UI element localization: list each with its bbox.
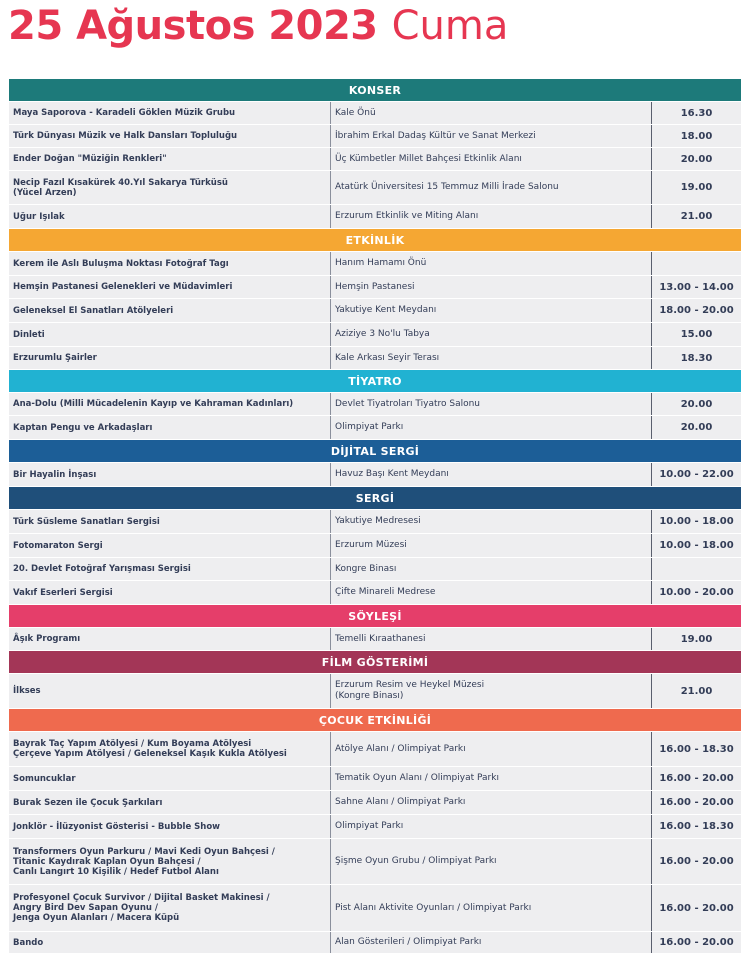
event-time: 13.00 - 14.00 (652, 276, 742, 299)
category-title: ETKİNLİK (9, 229, 742, 252)
event-venue: Çifte Minareli Medrese (331, 581, 652, 605)
event-time: 15.00 (652, 323, 742, 347)
category-title: TİYATRO (9, 370, 742, 393)
event-venue: Aziziye 3 No'lu Tabya (331, 323, 652, 347)
event-row (9, 347, 742, 370)
event-time: 16.00 - 20.00 (652, 839, 742, 885)
event-row (9, 791, 742, 815)
event-name: Türk Dünyası Müzik ve Halk Dansları Topluluğu (9, 125, 331, 148)
event-row (9, 628, 742, 651)
event-row (9, 815, 742, 839)
event-venue: Yakutiye Kent Meydanı (331, 299, 652, 323)
event-time (652, 558, 742, 581)
event-name: Hemşin Pastanesi Gelenekleri ve Müdavimleri (9, 276, 331, 299)
category-title: DİJİTAL SERGİ (9, 440, 742, 463)
event-venue: Pist Alanı Aktivite Oyunları / Olimpiyat Parkı (331, 885, 652, 932)
event-name: Burak Sezen ile Çocuk Şarkıları (9, 791, 331, 815)
event-venue: Olimpiyat Parkı (331, 416, 652, 440)
event-time: 19.00 (652, 628, 742, 651)
event-venue: Alan Gösterileri / Olimpiyat Parkı (331, 932, 652, 954)
event-venue: Kale Arkası Seyir Terası (331, 347, 652, 370)
event-row (9, 558, 742, 581)
event-name: Maya Saporova - Karadeli Göklen Müzik Grubu (9, 102, 331, 125)
event-row (9, 463, 742, 487)
event-name: Bando (9, 932, 331, 954)
event-venue: Yakutiye Medresesi (331, 510, 652, 534)
event-row (9, 885, 742, 932)
event-time: 20.00 (652, 393, 742, 416)
event-row (9, 581, 742, 605)
category-title: ÇOCUK ETKİNLİĞİ (9, 709, 742, 732)
event-time: 18.30 (652, 347, 742, 370)
event-row (9, 393, 742, 416)
event-venue: Tematik Oyun Alanı / Olimpiyat Parkı (331, 767, 652, 791)
event-venue: Temelli Kıraathanesi (331, 628, 652, 651)
event-row (9, 252, 742, 276)
event-row (9, 323, 742, 347)
event-row (9, 148, 742, 171)
category-title: FİLM GÖSTERİMİ (9, 651, 742, 674)
event-venue: Üç Kümbetler Millet Bahçesi Etkinlik Alanı (331, 148, 652, 171)
event-row (9, 416, 742, 440)
event-time: 20.00 (652, 148, 742, 171)
event-venue: Sahne Alanı / Olimpiyat Parkı (331, 791, 652, 815)
event-name: Türk Süsleme Sanatları Sergisi (9, 510, 331, 534)
event-time: 16.00 - 20.00 (652, 932, 742, 954)
event-time: 16.00 - 20.00 (652, 791, 742, 815)
event-venue: Kale Önü (331, 102, 652, 125)
event-name: Kerem ile Aslı Buluşma Noktası Fotoğraf Tagı (9, 252, 331, 276)
event-row (9, 510, 742, 534)
event-time: 18.00 (652, 125, 742, 148)
event-venue: İbrahim Erkal Dadaş Kültür ve Sanat Merkezi (331, 125, 652, 148)
event-name: Erzurumlu Şairler (9, 347, 331, 370)
event-time: 16.00 - 18.30 (652, 815, 742, 839)
event-time: 10.00 - 22.00 (652, 463, 742, 487)
category-header-sergi (9, 487, 742, 510)
event-time (652, 252, 742, 276)
event-venue: Erzurum Resim ve Heykel Müzesi (Kongre Binası) (331, 674, 652, 709)
title-day: Cuma (391, 3, 509, 49)
event-time: 10.00 - 18.00 (652, 510, 742, 534)
event-name: Transformers Oyun Parkuru / Mavi Kedi Oyun Bahçesi / Titanic Kaydırak Kaplan Oyun Bahçesi / Canlı Langırt 10 Kişilik / Hedef Futbol Alanı (9, 839, 331, 885)
page-title (8, 2, 508, 50)
event-venue: Olimpiyat Parkı (331, 815, 652, 839)
category-header-etkinlik (9, 229, 742, 252)
event-venue: Kongre Binası (331, 558, 652, 581)
event-time: 10.00 - 18.00 (652, 534, 742, 558)
event-row (9, 171, 742, 205)
event-name: Jonklör - İlüzyonist Gösterisi - Bubble Show (9, 815, 331, 839)
category-header-tiyatro (9, 370, 742, 393)
category-title: SÖYLEŞİ (9, 605, 742, 628)
event-row (9, 102, 742, 125)
event-row (9, 299, 742, 323)
event-name: Profesyonel Çocuk Survivor / Dijital Basket Makinesi / Angry Bird Dev Sapan Oyunu / Jenga Oyun Alanları / Macera Küpü (9, 885, 331, 932)
category-header-konser (9, 79, 742, 102)
event-name: Ana-Dolu (Milli Mücadelenin Kayıp ve Kahraman Kadınları) (9, 393, 331, 416)
event-venue: Erzurum Müzesi (331, 534, 652, 558)
event-row (9, 276, 742, 299)
event-name: Bayrak Taç Yapım Atölyesi / Kum Boyama Atölyesi Çerçeve Yapım Atölyesi / Geleneksel Kaşık Kukla Atölyesi (9, 732, 331, 767)
event-time: 16.00 - 18.30 (652, 732, 742, 767)
event-venue: Hemşin Pastanesi (331, 276, 652, 299)
event-name: Bir Hayalin İnşası (9, 463, 331, 487)
event-row (9, 125, 742, 148)
event-venue: Erzurum Etkinlik ve Miting Alanı (331, 205, 652, 229)
event-time: 16.00 - 20.00 (652, 767, 742, 791)
event-row (9, 732, 742, 767)
event-venue: Hanım Hamamı Önü (331, 252, 652, 276)
event-row (9, 205, 742, 229)
event-name: Ender Doğan "Müziğin Renkleri" (9, 148, 331, 171)
event-time: 16.00 - 20.00 (652, 885, 742, 932)
event-name: Kaptan Pengu ve Arkadaşları (9, 416, 331, 440)
category-title: SERGİ (9, 487, 742, 510)
event-venue: Havuz Başı Kent Meydanı (331, 463, 652, 487)
event-name: Âşık Programı (9, 628, 331, 651)
event-row (9, 674, 742, 709)
event-name: Somuncuklar (9, 767, 331, 791)
event-name: İlkses (9, 674, 331, 709)
category-header-dijital-sergi (9, 440, 742, 463)
event-time: 21.00 (652, 674, 742, 709)
event-row (9, 534, 742, 558)
event-time: 16.30 (652, 102, 742, 125)
event-time: 19.00 (652, 171, 742, 205)
event-time: 20.00 (652, 416, 742, 440)
event-row (9, 932, 742, 954)
event-name: Vakıf Eserleri Sergisi (9, 581, 331, 605)
event-time: 18.00 - 20.00 (652, 299, 742, 323)
event-row (9, 839, 742, 885)
event-name: Geleneksel El Sanatları Atölyeleri (9, 299, 331, 323)
event-venue: Atölye Alanı / Olimpiyat Parkı (331, 732, 652, 767)
category-header-soylesi (9, 605, 742, 628)
event-time: 21.00 (652, 205, 742, 229)
category-title: KONSER (9, 79, 742, 102)
title-date: 25 Ağustos 2023 (8, 3, 378, 49)
event-name: 20. Devlet Fotoğraf Yarışması Sergisi (9, 558, 331, 581)
event-name: Fotomaraton Sergi (9, 534, 331, 558)
event-name: Uğur Işılak (9, 205, 331, 229)
event-venue: Atatürk Üniversitesi 15 Temmuz Milli İrade Salonu (331, 171, 652, 205)
category-header-film-gosterimi (9, 651, 742, 674)
event-venue: Şişme Oyun Grubu / Olimpiyat Parkı (331, 839, 652, 885)
event-row (9, 767, 742, 791)
category-header-cocuk-etkinligi (9, 709, 742, 732)
event-name: Necip Fazıl Kısakürek 40.Yıl Sakarya Türküsü (Yücel Arzen) (9, 171, 331, 205)
event-schedule-table (8, 78, 742, 954)
event-time: 10.00 - 20.00 (652, 581, 742, 605)
event-venue: Devlet Tiyatroları Tiyatro Salonu (331, 393, 652, 416)
event-name: Dinleti (9, 323, 331, 347)
